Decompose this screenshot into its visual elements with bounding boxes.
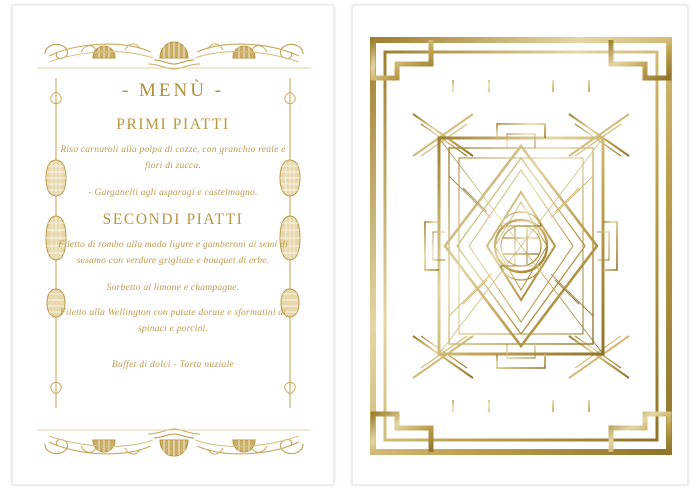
menu-title: - MENÙ - [121,80,225,101]
menu-footer: Buffet di dolci - Torta nuziale [111,358,235,370]
section-heading-secondi: SECONDI PIATTI [102,211,244,229]
menu-card [12,5,334,485]
dish-item: Riso carnaroli alla polpa di cozze, con granchio reale e fiori di zucca. [60,144,286,171]
dish-item: - Garganelli agli asparagi e castelmagno. [88,186,258,198]
dish-item: Filetto alla Wellington con patate dorate e sformatini di spinaci e porcini. [59,306,287,334]
menu-card-inner [13,6,333,484]
dish-item: Filetto di rombo alla moda ligure e gamberoni ai semi di sesamo con verdure grigliate e bouquet di erbe. [58,239,288,267]
ornament-bottom-icon [29,420,319,466]
pattern-card [352,5,688,485]
dish-item: Sorbetto al limone e champagne. [106,282,240,294]
menu-text-block [53,80,293,370]
section-heading-primi: PRIMI PIATTI [116,116,230,133]
art-deco-pattern-icon [353,6,689,486]
ornament-top-icon [29,32,319,78]
